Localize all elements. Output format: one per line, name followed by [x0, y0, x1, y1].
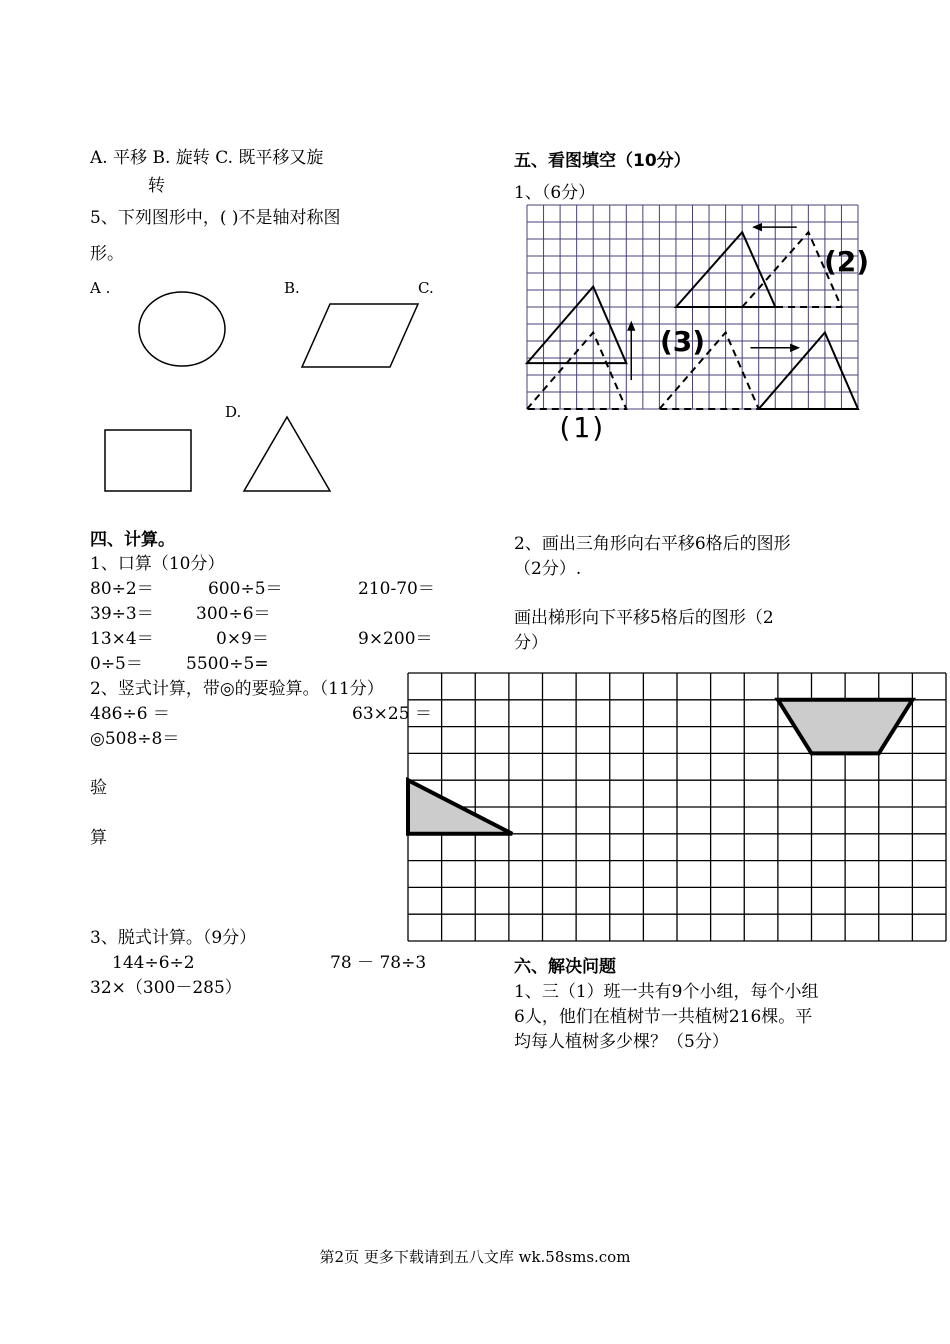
vertical-calc-title: 2、竖式计算，带◎的要验算。（11分）	[90, 679, 384, 699]
oral-item: 0×9＝	[216, 629, 269, 649]
step-calc-item: 144÷6÷2	[112, 953, 195, 973]
oral-item: 600÷5＝	[208, 579, 283, 599]
problem1-line2: 6人，他们在植树节一共植树216棵。平	[514, 1007, 813, 1027]
translation-grid	[527, 205, 858, 409]
q5-line1: 5、下列图形中，( )不是轴对称图	[90, 208, 341, 228]
section5-title: 五、看图填空（10分）	[514, 151, 691, 171]
step-calc-item: 32×（300－285）	[90, 978, 242, 998]
figure-label-2: (2)	[824, 245, 870, 278]
ellipse-shape	[139, 292, 225, 366]
sec5-q2-line2: （2分）.	[514, 559, 582, 579]
oral-item: 0÷5＝	[90, 654, 143, 674]
section6-title: 六、解决问题	[514, 957, 616, 977]
up-arrow-head	[627, 321, 635, 331]
figure-label-1: (1)	[556, 411, 607, 444]
sec5-q3-line2: 分）	[514, 633, 548, 653]
step-calc-item: 78 － 78÷3	[330, 953, 427, 973]
vertical-calc-item: 63×25 ＝	[352, 704, 432, 724]
left-arrow-head	[752, 223, 762, 232]
oral-title: 1、口算（10分）	[90, 554, 225, 574]
figure-label-3: (3)	[660, 325, 706, 358]
oral-item: 9×200＝	[358, 629, 433, 649]
rectangle-shape	[105, 430, 191, 491]
vertical-calc-item: 486÷6 ＝	[90, 704, 170, 724]
check-label: 验	[90, 778, 107, 798]
oral-item: 13×4＝	[90, 629, 154, 649]
step-calc-title: 3、脱式计算。（9分）	[90, 928, 257, 948]
option-b-label: B.	[284, 279, 300, 297]
right-arrow-head	[790, 344, 800, 353]
sec5-q1: 1、（6分）	[514, 183, 596, 203]
triangle-shape	[244, 417, 330, 491]
option-c-label: C.	[418, 279, 434, 297]
oral-item: 80÷2＝	[90, 579, 154, 599]
drawing-grid	[408, 673, 948, 941]
parallelogram-shape	[302, 304, 418, 367]
check-label: 算	[90, 828, 107, 848]
option-a-label: A .	[90, 279, 111, 297]
problem1-line3: 均每人植树多少棵？（5分）	[514, 1032, 729, 1052]
q4-options-line1: A. 平移 B. 旋转 C. 既平移又旋	[90, 148, 324, 168]
q4-options-line2: 转	[148, 176, 165, 196]
vertical-calc-item: ◎508÷8＝	[90, 729, 180, 749]
section4-title: 四、计算。	[90, 530, 175, 550]
option-d-label: D.	[225, 403, 242, 421]
sec5-q3-line1: 画出梯形向下平移5格后的图形（2	[514, 608, 774, 628]
problem1-line1: 1、三（1）班一共有9个小组，每个小组	[514, 982, 819, 1002]
oral-item: 5500÷5=	[186, 654, 269, 674]
oral-item: 300÷6＝	[196, 604, 271, 624]
oral-item: 39÷3＝	[90, 604, 154, 624]
sec5-q2-line1: 2、画出三角形向右平移6格后的图形	[514, 534, 791, 554]
oral-item: 210-70＝	[358, 579, 435, 599]
q5-line2: 形。	[90, 244, 124, 264]
trapezoid-shape	[778, 700, 913, 754]
page-footer: 第2页 更多下载请到五八文库 wk.58sms.com	[319, 1248, 631, 1266]
